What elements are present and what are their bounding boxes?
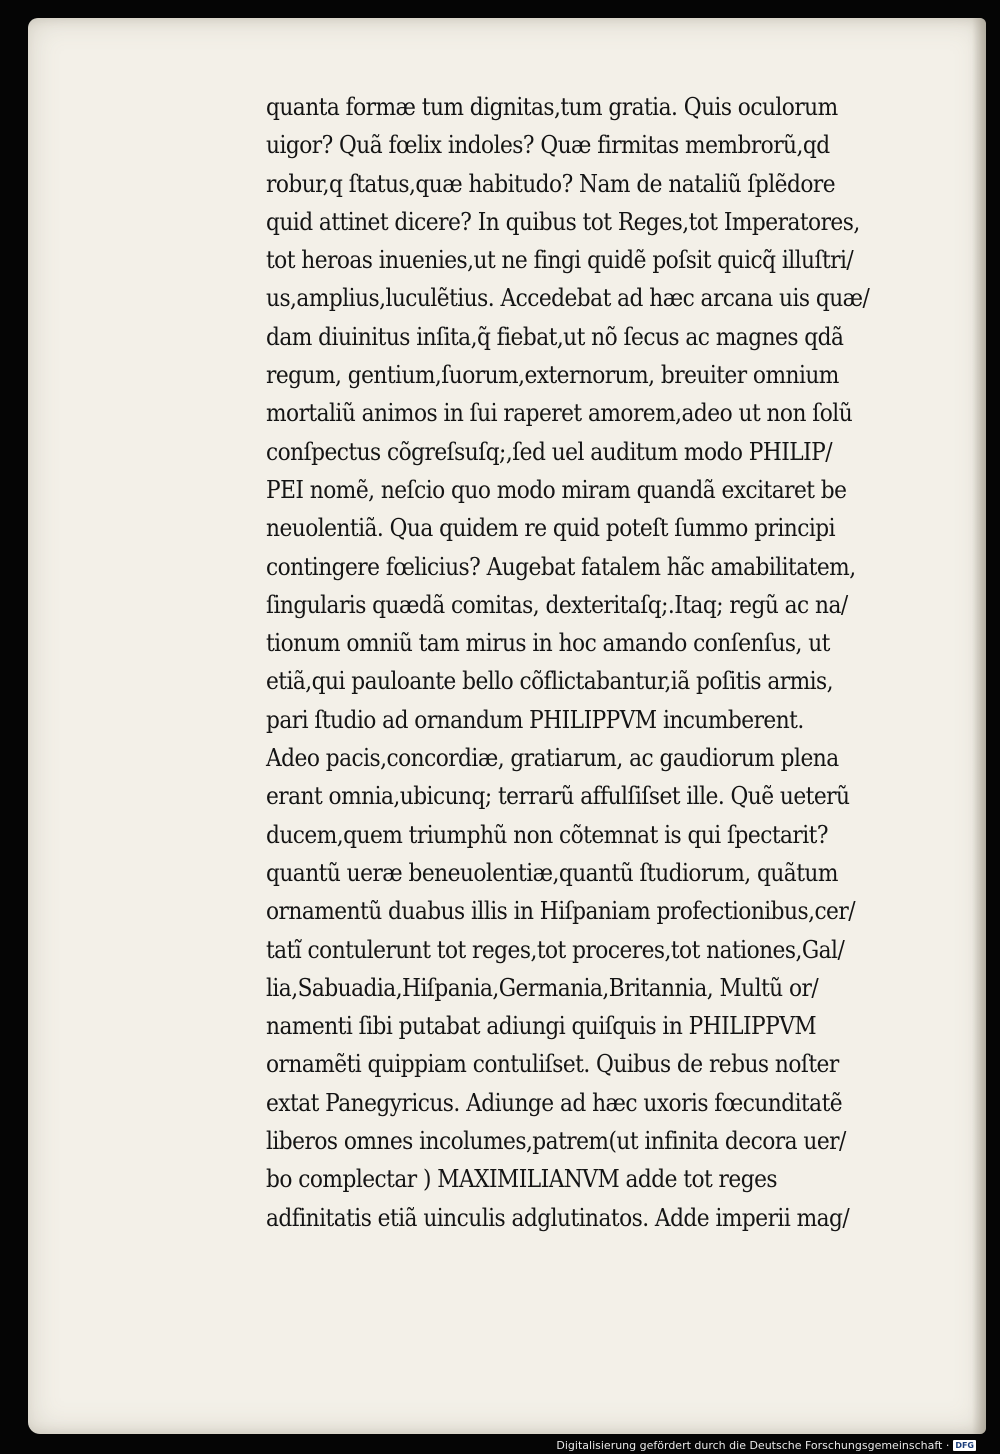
credit-text: Digitalisierung gefördert durch die Deutsche Forschungsgemeinschaft · — [556, 1438, 950, 1452]
text-line: liberos omnes incolumes,patrem(ut infinita decora uer/ — [266, 1127, 846, 1156]
text-line: quid attinet dicere? In quibus tot Reges,tot Imperatores, — [266, 207, 860, 236]
text-line: pari ſtudio ad ornandum PHILIPPVM incumberent. — [266, 705, 804, 734]
text-line: Adeo pacis,concordiæ, gratiarum, ac gaudiorum plena — [266, 744, 839, 773]
text-line: PEI nomẽ, neſcio quo modo miram quandã excitaret be — [266, 475, 847, 504]
dfg-logo-icon: DFG — [955, 1440, 974, 1450]
text-line: ſingularis quædã comitas, dexteritaſq;.Itaq; regũ ac na/ — [266, 590, 848, 619]
text-line: adfinitatis etiã uinculis adglutinatos. Adde imperii mag/ — [266, 1203, 850, 1232]
text-line: bo complectar ) MAXIMILIANVM adde tot reges — [266, 1165, 777, 1194]
text-line: tionum omniũ tam mirus in hoc amando conſenſus, ut — [266, 629, 830, 658]
text-line: quanta formæ tum dignitas,tum gratia. Quis oculorum — [266, 93, 838, 121]
text-line: contingere fœlicius? Augebat fatalem hãc amabilitatem, — [266, 552, 856, 581]
book-page — [28, 18, 986, 1434]
digitization-credit — [556, 1438, 976, 1452]
text-line: neuolentiã. Qua quidem re quid poteſt ſummo principi — [266, 514, 836, 543]
text-line: uigor? Quã fœlix indoles? Quæ firmitas membrorũ,qd — [266, 131, 830, 160]
text-line: namenti ſibi putabat adiungi quiſquis in PHILIPPVM — [266, 1012, 817, 1041]
text-line: etiã,qui pauloante bello cõflictabantur,iã poſitis armis, — [266, 667, 833, 696]
text-line: lia,Sabuadia,Hiſpania,Germania,Britannia, Multũ or/ — [266, 973, 819, 1002]
text-line: robur,q ſtatus,quæ habitudo? Nam de nataliũ ſplẽdore — [266, 169, 836, 198]
text-body — [266, 88, 956, 1237]
text-line: conſpectus cõgreſsuſq;,ſed uel auditum modo PHILIP/ — [266, 437, 833, 466]
text-line: regum, gentium,ſuorum,externorum, breuiter omnium — [266, 361, 839, 390]
text-line: quantũ ueræ beneuolentiæ,quantũ ſtudiorum, quãtum — [266, 858, 838, 887]
text-line: tot heroas inuenies,ut ne fingi quidẽ poſsit quicq̃ illuſtri/ — [266, 246, 854, 275]
text-line: erant omnia,ubicunq; terrarũ affulſiſset ille. Quẽ ueterũ — [266, 782, 850, 811]
text-line: dam diuinitus inſita,q̃ fiebat,ut nõ ſecus ac magnes qdã — [266, 322, 844, 351]
text-line: us,amplius,luculẽtius. Accedebat ad hæc arcana uis quæ/ — [266, 284, 870, 313]
text-line: mortaliũ animos in ſui raperet amorem,adeo ut non ſolũ — [266, 399, 853, 428]
text-line: ornamentũ duabus illis in Hiſpaniam profectionibus,cer/ — [266, 897, 855, 926]
text-line: ducem,quem triumphũ non cõtemnat is qui ſpectarit? — [266, 820, 828, 849]
text-line: ornamẽti quippiam contuliſset. Quibus de rebus noſter — [266, 1050, 839, 1079]
text-line: tatĩ contulerunt tot reges,tot proceres,tot nationes,Gal/ — [266, 935, 845, 964]
text-line: extat Panegyricus. Adiunge ad hæc uxoris fœcunditatẽ — [266, 1088, 843, 1117]
